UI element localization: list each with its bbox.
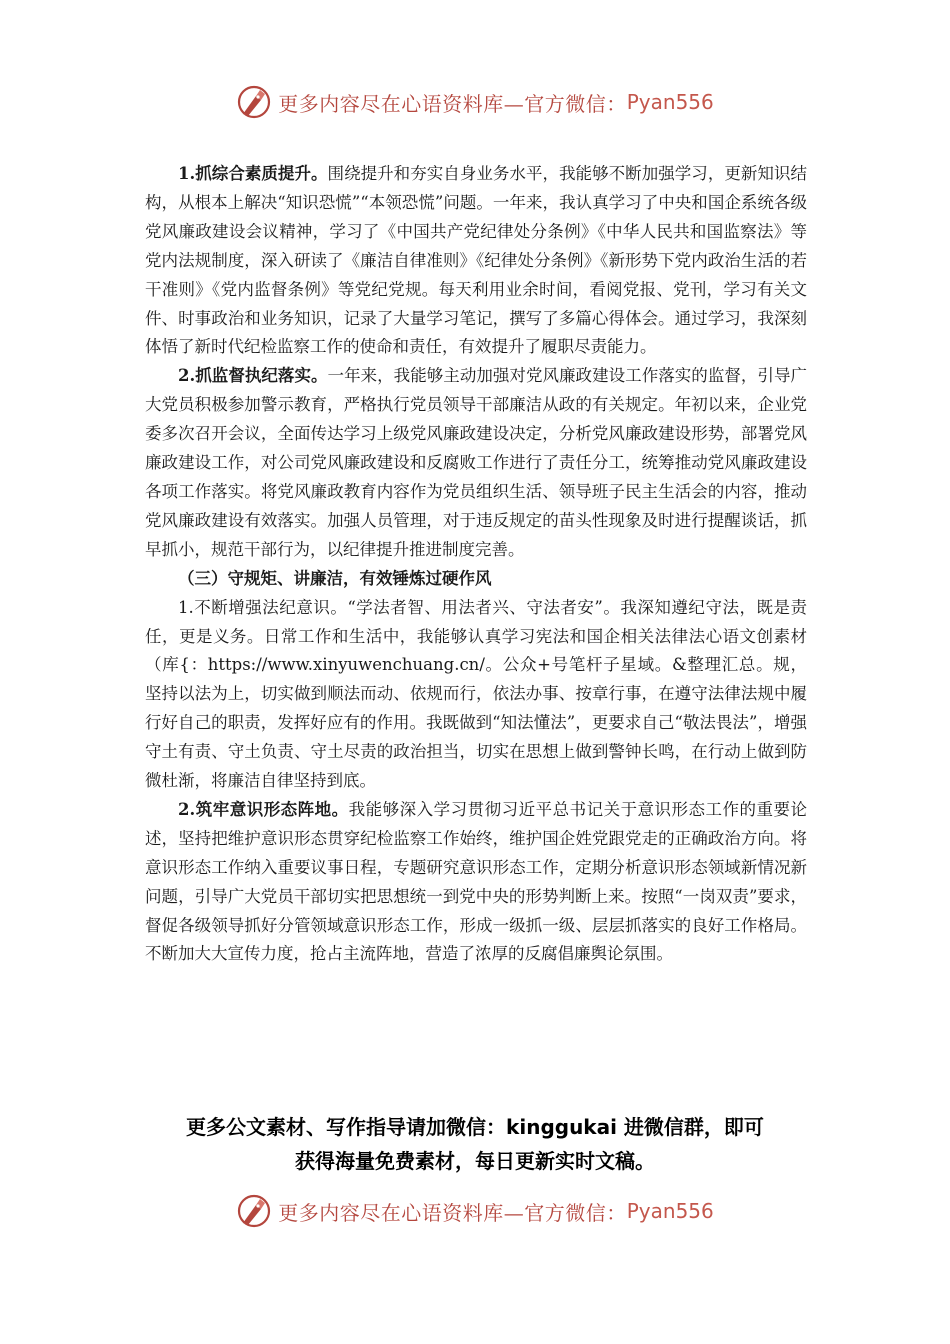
paragraph-4 bbox=[145, 796, 807, 969]
promo-note-line-1: 更多公文素材、写作指导请加微信：kinggukai 进微信群，即可 bbox=[186, 1115, 764, 1139]
section-heading: （三）守规矩、讲廉洁，有效锤炼过硬作风 bbox=[178, 568, 492, 588]
banner-wechat-id: Pyan556 bbox=[626, 90, 714, 114]
paragraph-text: 1.不断增强法纪意识。“学法者智、用法者兴、守法者安”。我深知遵纪守法，既是责任，更是义务。日常工作和生活中，我能够认真学习宪法和国企相关法律法心语文创素材（库{：https://www.xinyuwenchuang.cn/。公众+号笔杆子星域。&整理汇总。规，坚持以法为上，切实做到顺法而动、依规而行，依法办事、按章行事，在遵守法律法规中履行好自己的职责，发挥好应有的作用。我既做到“知法懂法”，更要求自己“敬法畏法”，增强守土有责、守土负责、守土尽责的政治担当，切实在思想上做到警钟长鸣，在行动上做到防微杜渐，将廉洁自律坚持到底。 bbox=[145, 597, 807, 791]
paragraph-text: 我能够深入学习贯彻习近平总书记关于意识形态工作的重要论述，坚持把维护意识形态贯穿纪检监察工作始终，维护国企姓党跟党走的正确政治方向。将意识形态工作纳入重要议事日程，专题研究意识形态工作，定期分析意识形态领域新情况新问题，引导广大党员干部切实把思想统一到党中央的形势判断上来。按照“一岗双责”要求，督促各级领导抓好分管领域意识形态工作，形成一级抓一级、层层抓落实的良好工作格局。不断加大大宣传力度，抢占主流阵地，营造了浓厚的反腐倡廉舆论氛围。 bbox=[145, 799, 808, 964]
pen-nib-logo-icon bbox=[236, 1193, 272, 1229]
banner-text: 更多内容尽在心语资料库—官方微信： bbox=[278, 91, 627, 116]
paragraph-1 bbox=[145, 160, 807, 362]
banner-text: 更多内容尽在心语资料库—官方微信： bbox=[278, 1200, 627, 1225]
paragraph-text: 围绕提升和夯实自身业务水平，我能够不断加强学习，更新知识结构，从根本上解决“知识恐慌”“本领恐慌”问题。一年来，我认真学习了中央和国企系统各级党风廉政建设会议精神，学习了《中国共产党纪律处分条例》《中华人民共和国监察法》等党内法规制度，深入研读了《廉洁自律准则》《纪律处分条例》《新形势下党内政治生活的若干准则》《党内监督条例》等党纪党规。每天利用业余时间，看阅党报、党刊，学习有关文件、时事政治和业务知识，记录了大量学习笔记，撰写了多篇心得体会。通过学习，我深刻体悟了新时代纪检监察工作的使命和责任，有效提升了履职尽责能力。 bbox=[145, 164, 808, 357]
paragraph-2 bbox=[145, 362, 807, 564]
paragraph-lead: 2.筑牢意识形态阵地。 bbox=[178, 799, 349, 819]
pen-nib-logo-icon bbox=[236, 84, 272, 120]
footer-banner bbox=[0, 1191, 950, 1231]
document-body bbox=[145, 160, 807, 969]
promo-note bbox=[0, 1110, 950, 1178]
banner-wechat-id: Pyan556 bbox=[626, 1199, 714, 1223]
paragraph-lead: 1.抓综合素质提升。 bbox=[178, 164, 328, 183]
paragraph-text: 一年来，我能够主动加强对党风廉政建设工作落实的监督，引导广大党员积极参加警示教育，严格执行党员领导干部廉洁从政的有关规定。年初以来，企业党委多次召开会议，全面传达学习上级党风廉政建设决定，分析党风廉政建设形势，部署党风廉政建设工作，对公司党风廉政建设和反腐败工作进行了责任分工，统筹推动党风廉政建设各项工作落实。将党风廉政教育内容作为党员组织生活、领导班子民主生活会的内容，推动党风廉政建设有效落实。加强人员管理，对于违反规定的苗头性现象及时进行提醒谈话，抓早抓小，规范干部行为，以纪律提升推进制度完善。 bbox=[145, 366, 808, 559]
paragraph-3 bbox=[145, 594, 807, 796]
header-banner bbox=[0, 82, 950, 122]
promo-note-line-2: 获得海量免费素材，每日更新实时文稿。 bbox=[295, 1149, 655, 1173]
paragraph-lead: 2.抓监督执纪落实。 bbox=[178, 366, 328, 386]
